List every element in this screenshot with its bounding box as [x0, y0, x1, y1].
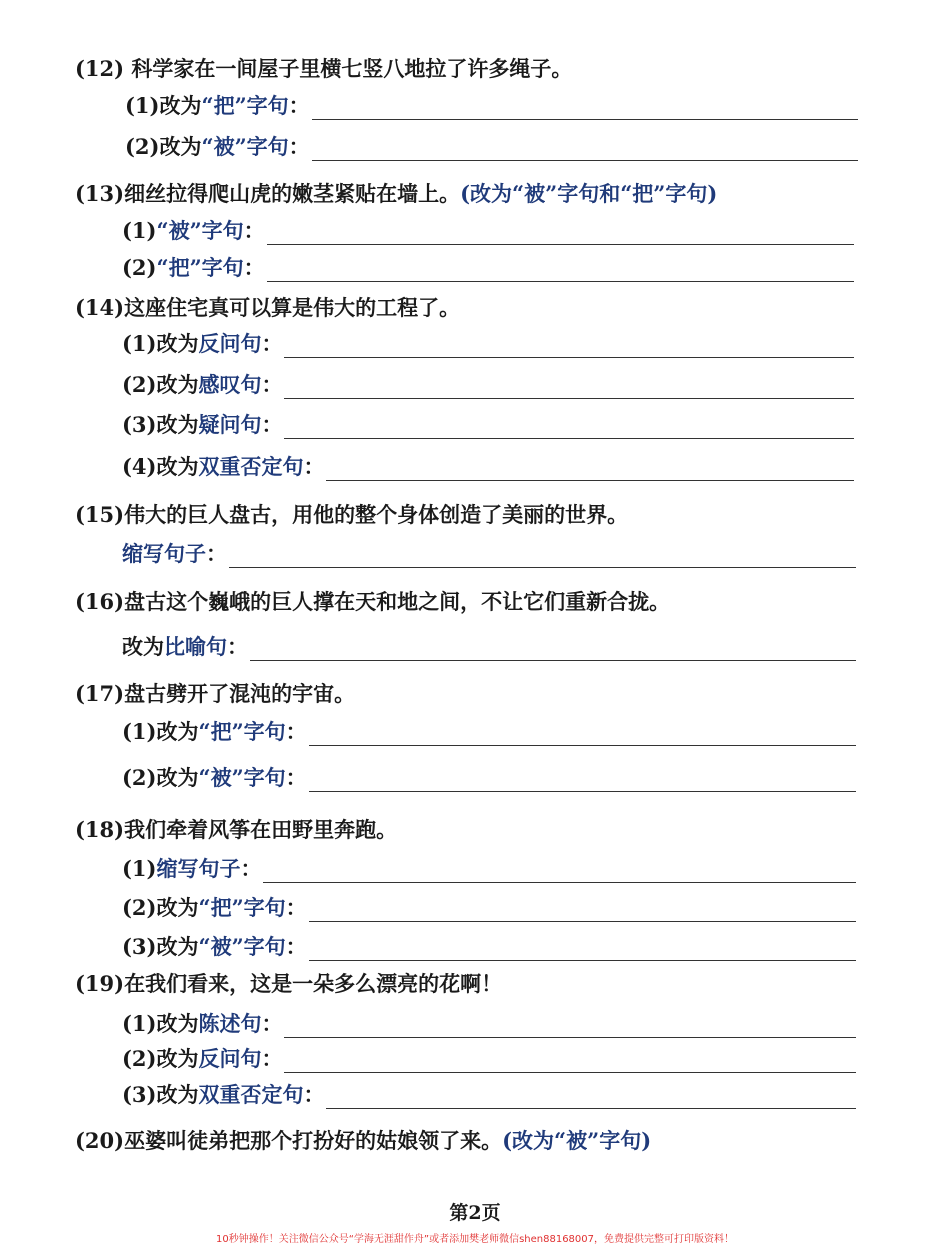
question-14-answer-4[interactable]: (4) 改为 双重否定句 ：: [122, 453, 854, 481]
answer-blank[interactable]: [284, 416, 854, 439]
question-18-answer-1[interactable]: (1) 缩写句子 ：: [122, 855, 856, 883]
question-18-answer-2[interactable]: (2) 改为 “把”字句 ：: [122, 894, 856, 922]
question-18-title: (18)我们牵着风筝在田野里奔跑。: [75, 817, 398, 842]
question-16-answer[interactable]: 改为 比喻句 ：: [122, 633, 856, 661]
question-19-answer-3[interactable]: (3) 改为 双重否定句 ：: [122, 1081, 856, 1109]
question-12-answer-1[interactable]: (1) 改为 “把”字句 ：: [125, 92, 858, 120]
answer-blank[interactable]: [284, 1050, 856, 1073]
answer-blank[interactable]: [229, 545, 856, 568]
page-number: 第2页: [449, 1202, 501, 1224]
answer-blank[interactable]: [267, 259, 854, 282]
answer-blank[interactable]: [250, 638, 856, 661]
question-14-answer-1[interactable]: (1) 改为 反问句 ：: [122, 330, 854, 358]
footer-note: 10秒钟操作！关注微信公众号“学海无涯甜作舟”或者添加樊老师微信shen88168007，免费提供完整可打印版资料！: [215, 1234, 735, 1245]
question-14-title: (14)这座住宅真可以算是伟大的工程了。: [75, 295, 461, 320]
answer-blank[interactable]: [284, 335, 854, 358]
question-20-title: (20)巫婆叫徒弟把那个打扮好的姑娘领了来。(改为“被”字句): [75, 1128, 652, 1153]
answer-blank[interactable]: [309, 769, 856, 792]
question-13-answer-2[interactable]: (2) “把”字句 ：: [122, 254, 854, 282]
answer-blank[interactable]: [326, 1086, 856, 1109]
answer-blank[interactable]: [263, 860, 856, 883]
question-12-answer-2[interactable]: (2) 改为 “被”字句 ：: [125, 133, 858, 161]
answer-blank[interactable]: [309, 938, 856, 961]
question-13-title: (13)细丝拉得爬山虎的嫩茎紧贴在墙上。(改为“被”字句和“把”字句): [75, 181, 718, 206]
answer-blank[interactable]: [309, 723, 856, 746]
question-15-title: (15)伟大的巨人盘古，用他的整个身体创造了美丽的世界。: [75, 502, 629, 527]
answer-blank[interactable]: [326, 458, 854, 481]
question-17-answer-2[interactable]: (2) 改为 “被”字句 ：: [122, 764, 856, 792]
question-14-answer-3[interactable]: (3) 改为 疑问句 ：: [122, 411, 854, 439]
question-18-answer-3[interactable]: (3) 改为 “被”字句 ：: [122, 933, 856, 961]
question-15-answer[interactable]: 缩写句子 ：: [122, 540, 856, 568]
answer-blank[interactable]: [267, 222, 854, 245]
question-19-answer-1[interactable]: (1) 改为 陈述句 ：: [122, 1010, 856, 1038]
answer-blank[interactable]: [284, 376, 854, 399]
answer-blank[interactable]: [284, 1015, 856, 1038]
question-16-title: (16)盘古这个巍峨的巨人撑在天和地之间，不让它们重新合拢。: [75, 589, 671, 614]
question-17-answer-1[interactable]: (1) 改为 “把”字句 ：: [122, 718, 856, 746]
question-19-answer-2[interactable]: (2) 改为 反问句 ：: [122, 1045, 856, 1073]
answer-blank[interactable]: [312, 97, 858, 120]
answer-blank[interactable]: [312, 138, 858, 161]
question-17-title: (17)盘古劈开了混沌的宇宙。: [75, 681, 356, 706]
question-19-title: (19)在我们看来，这是一朵多么漂亮的花啊！: [75, 971, 503, 996]
question-13-answer-1[interactable]: (1) “被”字句 ：: [122, 217, 854, 245]
question-14-answer-2[interactable]: (2) 改为 感叹句 ：: [122, 371, 854, 399]
answer-blank[interactable]: [309, 899, 856, 922]
question-12-title: (12) 科学家在一间屋子里横七竖八地拉了许多绳子。: [75, 56, 573, 81]
